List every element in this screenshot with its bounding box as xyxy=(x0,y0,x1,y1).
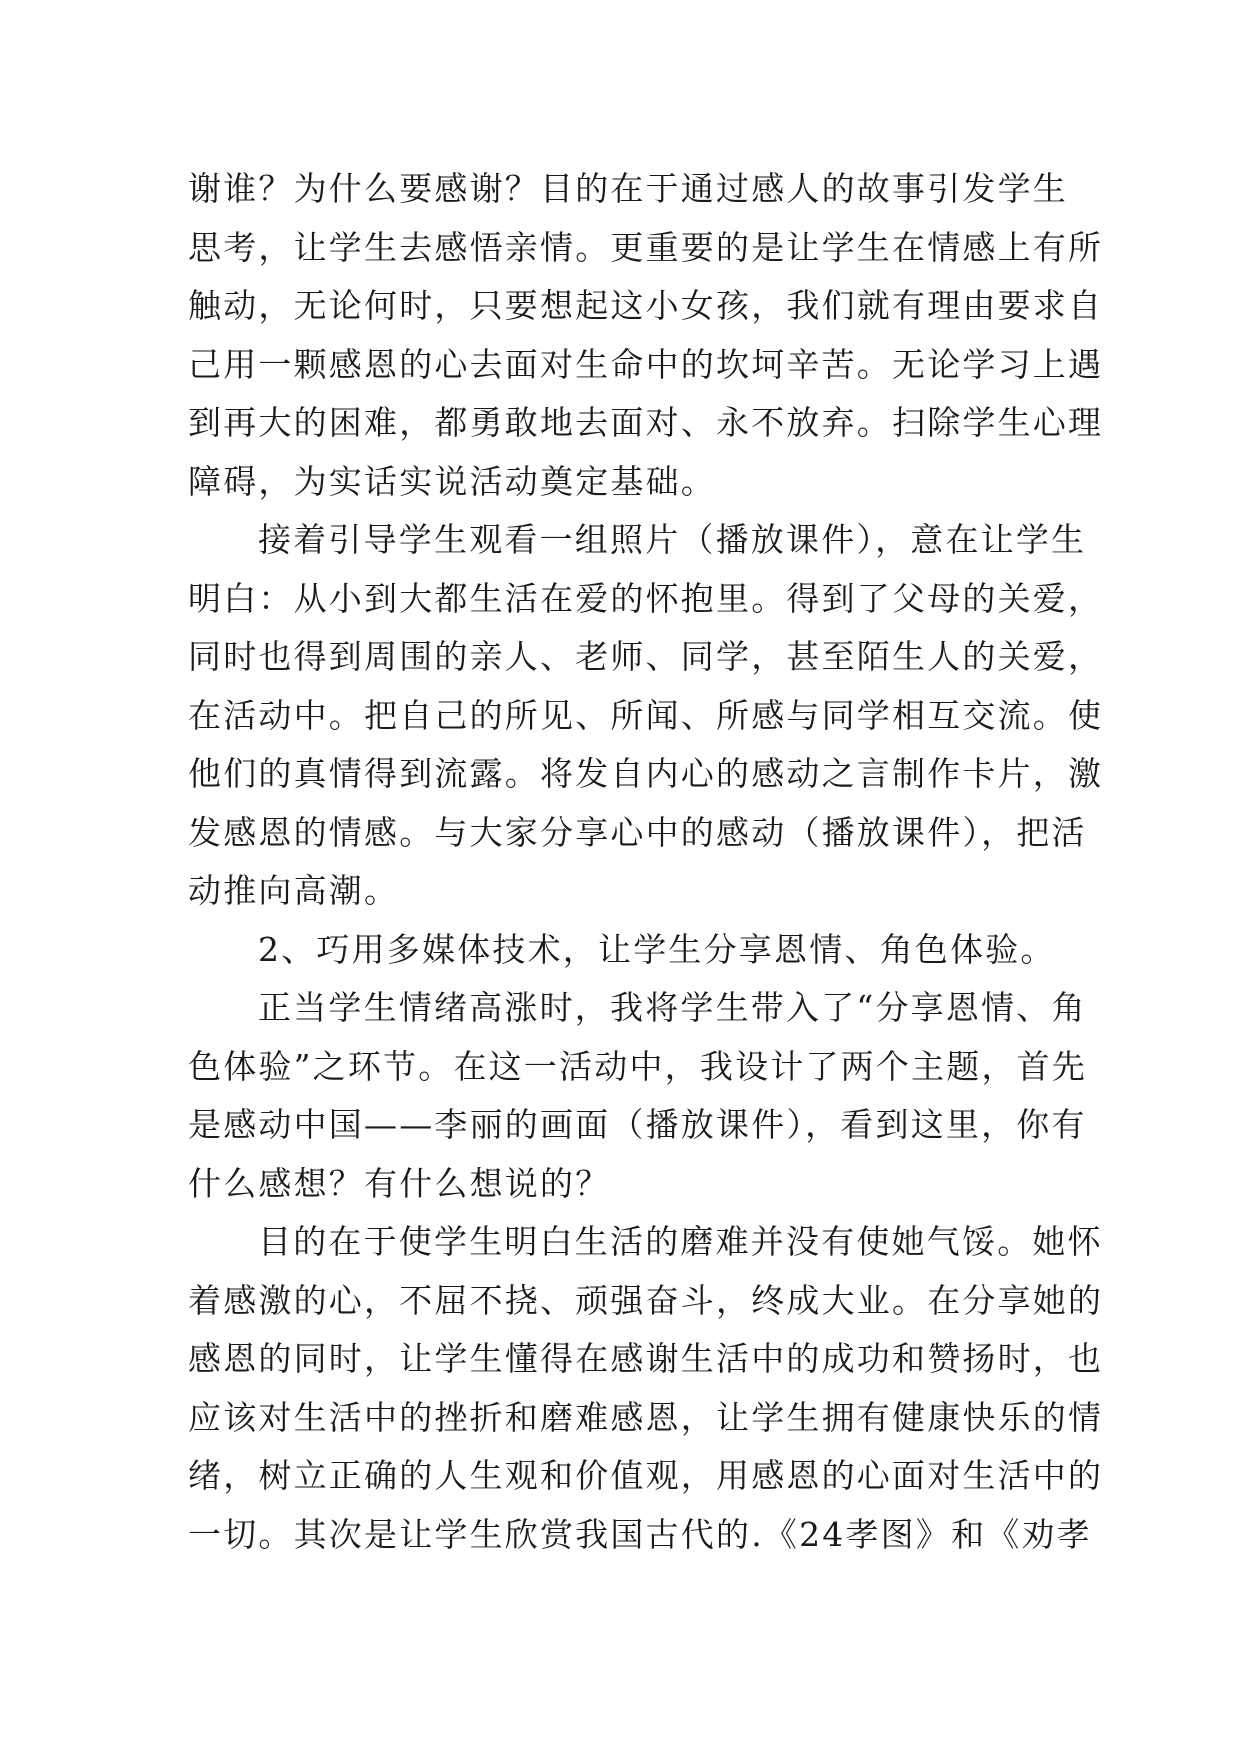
text-line: 是感动中国——李丽的画面（播放课件），看到这里，你有 xyxy=(188,1105,1087,1144)
text-line: 思考，让学生去感悟亲情。更重要的是让学生在情感上有所 xyxy=(188,227,1104,267)
paragraph xyxy=(188,921,1058,980)
document-body xyxy=(188,160,1104,1564)
text-line: 谢谁？为什么要感谢？目的在于通过感人的故事引发学生 xyxy=(188,169,1068,208)
text-line: 动推向高潮。 xyxy=(188,871,400,910)
text-line: 在活动中。把自己的所见、所闻、所感与同学相互交流。使 xyxy=(188,695,1104,735)
paragraph xyxy=(188,160,1104,511)
text-line: 正当学生情绪高涨时，我将学生带入了“分享恩情、角 xyxy=(258,988,1087,1027)
paragraph xyxy=(188,511,1104,921)
text-line: 绪，树立正确的人生观和价值观，用感恩的心面对生活中的 xyxy=(188,1456,1104,1495)
text-line: 应该对生活中的挫折和磨难感恩，让学生拥有健康快乐的情 xyxy=(188,1397,1104,1437)
text-line: 他们的真情得到流露。将发自内心的感动之言制作卡片，激 xyxy=(188,754,1104,793)
text-line: 目的在于使学生明白生活的磨难并没有使她气馁。她怀 xyxy=(258,1222,1103,1261)
text-line: 什么感想？有什么想说的？ xyxy=(188,1163,611,1203)
text-line: 一切。其次是让学生欣赏我国古代的.《24孝图》和《劝孝 xyxy=(188,1514,1092,1554)
text-line: 同时也得到周围的亲人、老师、同学，甚至陌生人的关爱， xyxy=(188,637,1104,676)
text-line: 己用一颗感恩的心去面对生命中的坎坷辛苦。无论学习上遇 xyxy=(188,344,1104,384)
text-line: 感恩的同时，让学生懂得在感谢生活中的成功和赞扬时，也 xyxy=(188,1339,1104,1378)
text-line: 发感恩的情感。与大家分享心中的感动（播放课件），把活 xyxy=(188,812,1087,852)
text-line: 到再大的困难，都勇敢地去面对、永不放弃。扫除学生心理 xyxy=(188,403,1104,442)
text-line: 2、巧用多媒体技术，让学生分享恩情、角色体验。 xyxy=(258,929,1056,969)
text-line: 触动，无论何时，只要想起这小女孩，我们就有理由要求自 xyxy=(188,286,1104,325)
text-line: 障碍，为实话实说活动奠定基础。 xyxy=(188,461,716,501)
text-line: 着感激的心，不屈不挠、顽强奋斗，终成大业。在分享她的 xyxy=(188,1280,1104,1320)
text-line: 色体验”之环节。在这一活动中，我设计了两个主题，首先 xyxy=(188,1046,1088,1086)
paragraph xyxy=(188,1213,1104,1564)
paragraph xyxy=(188,979,1088,1213)
text-line: 接着引导学生观看一组照片（播放课件），意在让学生 xyxy=(258,520,1087,559)
text-line: 明白：从小到大都生活在爱的怀抱里。得到了父母的关爱， xyxy=(188,578,1104,618)
